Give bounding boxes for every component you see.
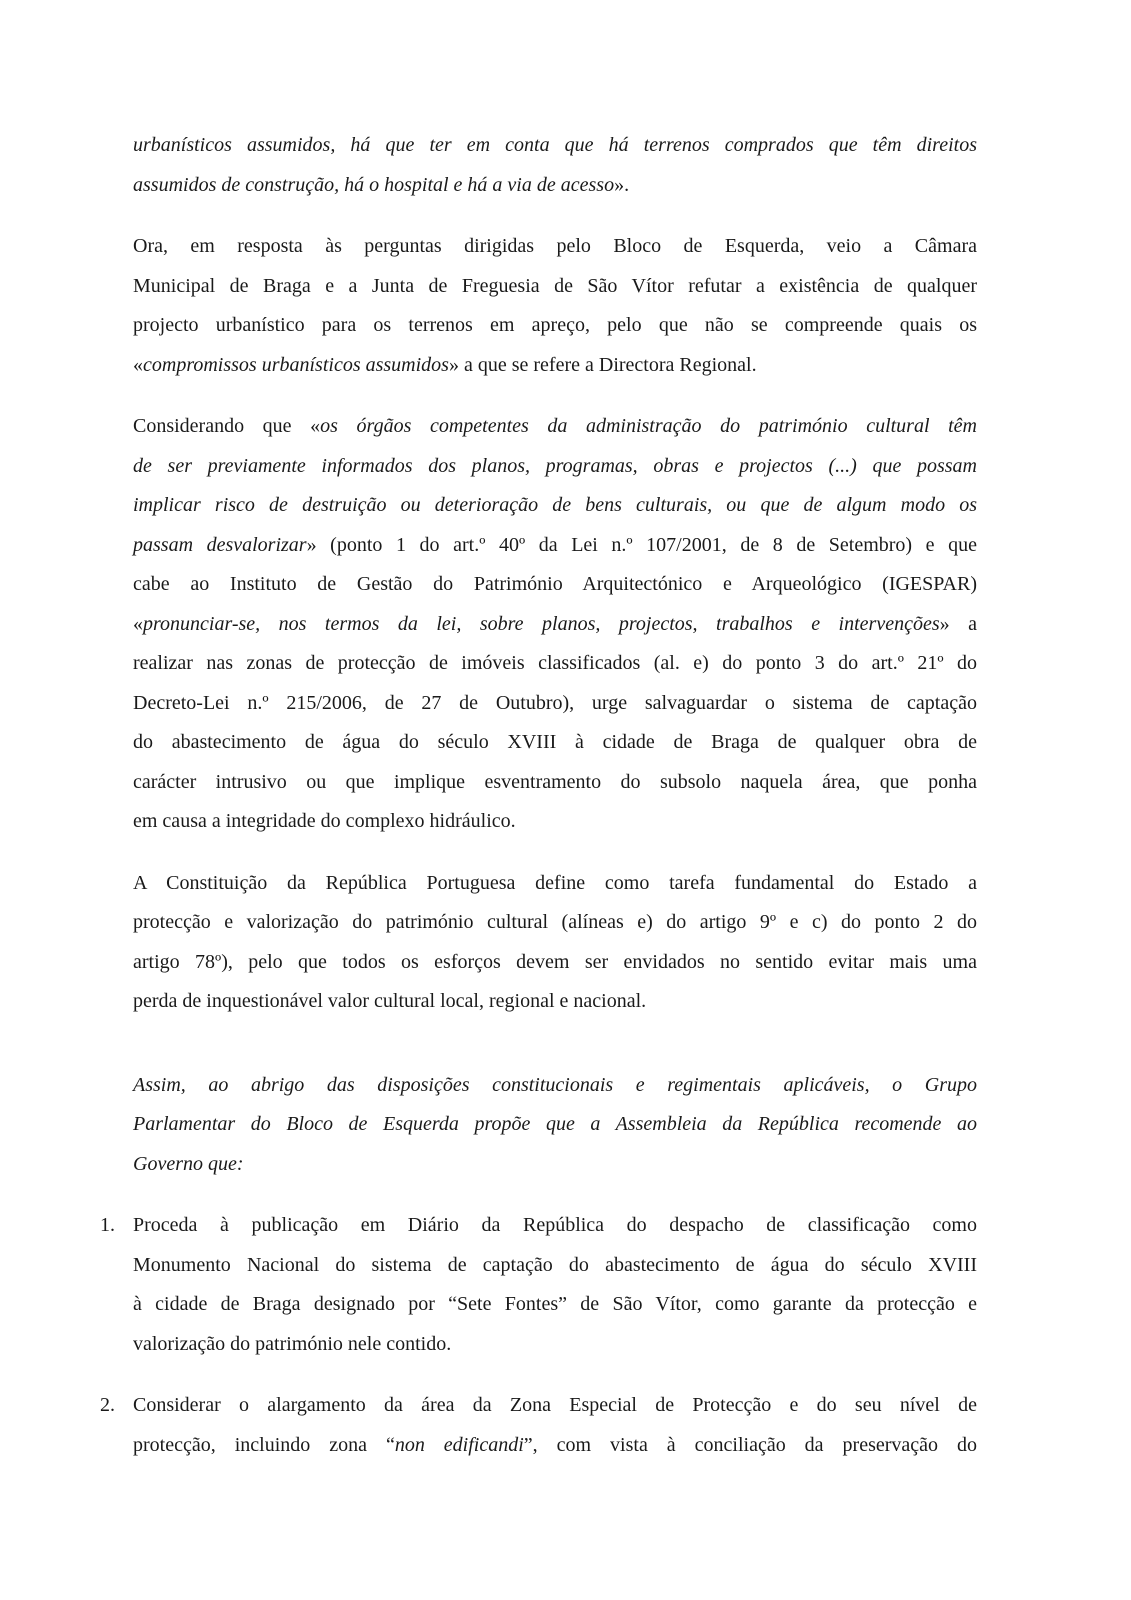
text-line [133, 407, 977, 447]
text: A Constituição da República Portuguesa define como tarefa fundamental do Estado a [133, 871, 977, 894]
text: » (ponto 1 do art.º 40º da Lei n.º 107/2001, de 8 de Setembro) e que [306, 533, 977, 556]
text-line [133, 447, 977, 487]
text: artigo 78º), pelo que todos os esforços devem ser envidados no sentido evitar mais uma [133, 950, 977, 973]
text: Monumento Nacional do sistema de captação do abastecimento de água do século XVIII [133, 1253, 977, 1276]
text: perda de inquestionável valor cultural local, regional e nacional. [133, 990, 647, 1012]
text-line [133, 227, 977, 267]
text: projecto urbanístico para os terrenos em apreço, pelo que não se compreende quais os [133, 314, 977, 336]
text-line [133, 1386, 977, 1426]
text-line [133, 1145, 977, 1185]
text: Proceda à publicação em Diário da República do despacho de classificação como [133, 1214, 977, 1236]
list-item [100, 1386, 977, 1465]
text: à cidade de Braga designado por “Sete Fontes” de São Vítor, como garante da protecção e [133, 1293, 977, 1315]
text-line [133, 267, 977, 307]
text-line [133, 1066, 977, 1106]
text-line [133, 605, 977, 645]
paragraph [133, 864, 977, 1022]
italic-text: pronunciar-se, nos termos da lei, sobre planos, projectos, trabalhos e intervenções [143, 612, 940, 635]
text-line [133, 166, 977, 206]
text-line [133, 346, 977, 386]
italic-text: compromissos urbanísticos assumidos [143, 353, 449, 376]
text-line [133, 903, 977, 943]
list-number: 2. [100, 1394, 115, 1416]
text-line [133, 1206, 977, 1246]
text-line [133, 1325, 977, 1365]
text: realizar nas zonas de protecção de imóveis classificados (al. e) do ponto 3 do art.º 21º do [133, 652, 977, 674]
text-line [133, 684, 977, 724]
paragraph [133, 126, 977, 205]
italic-text: Parlamentar do Bloco de Esquerda propõe que a Assembleia da República recomende ao [133, 1113, 977, 1135]
italic-text: os órgãos competentes da administração do património cultural têm [320, 415, 977, 437]
text: cabe ao Instituto de Gestão do Património Arquitectónico e Arqueológico (IGESPAR) [133, 573, 977, 595]
text-line [133, 306, 977, 346]
text: ”, com vista à conciliação da preservação do [523, 1433, 977, 1456]
text: carácter intrusivo ou que implique esventramento do subsolo naquela área, que ponha [133, 770, 977, 793]
text: do abastecimento de água do século XVIII à cidade de Braga de qualquer obra de [133, 731, 977, 753]
text-line [133, 565, 977, 605]
text: valorização do património nele contido. [133, 1332, 452, 1355]
text: em causa a integridade do complexo hidráulico. [133, 810, 516, 832]
text: Ora, em resposta às perguntas dirigidas pelo Bloco de Esquerda, veio a Câmara [133, 235, 977, 257]
paragraph [133, 1066, 977, 1185]
text-line [133, 1105, 977, 1145]
text: » a que se refere a Directora Regional. [448, 353, 757, 376]
text: Decreto-Lei n.º 215/2006, de 27 de Outubro), urge salvaguardar o sistema de captação [133, 691, 977, 714]
text-line [133, 982, 977, 1022]
italic-text: non edificandi [394, 1433, 524, 1456]
text-line [133, 802, 977, 842]
text-line [133, 943, 977, 983]
italic-text: Governo que: [133, 1152, 244, 1175]
text-line [133, 723, 977, 763]
text: « [133, 353, 143, 376]
text: protecção, incluindo zona “ [133, 1433, 395, 1456]
list-item [100, 1206, 977, 1364]
text-line [133, 1246, 977, 1286]
italic-text: urbanísticos assumidos, há que ter em conta que há terrenos comprados que têm direitos [133, 134, 977, 156]
text-line [133, 1285, 977, 1325]
paragraph [133, 407, 977, 842]
text-line [133, 1426, 977, 1466]
text-line [133, 526, 977, 566]
document-page [100, 126, 977, 1465]
italic-text: implicar risco de destruição ou deterioração de bens culturais, ou que de algum modo os [133, 494, 977, 516]
text: « [133, 612, 143, 635]
text-line [133, 126, 977, 166]
text: Considerar o alargamento da área da Zona Especial de Protecção e do seu nível de [133, 1394, 977, 1416]
text-line [133, 486, 977, 526]
text-line [133, 644, 977, 684]
text-line [133, 763, 977, 803]
text-line [133, 864, 977, 904]
italic-text: assumidos de construção, há o hospital e há a via de acesso [133, 173, 615, 196]
text: protecção e valorização do património cultural (alíneas e) do artigo 9º e c) do ponto 2 do [133, 911, 977, 933]
text: Considerando que « [133, 415, 321, 437]
list-number: 1. [100, 1214, 115, 1236]
text: » a [939, 612, 977, 635]
italic-text: de ser previamente informados dos planos, programas, obras e projectos (...) que possam [133, 454, 977, 477]
italic-text: Assim, ao abrigo das disposições constitucionais e regimentais aplicáveis, o Grupo [133, 1073, 977, 1096]
italic-text: passam desvalorizar [133, 533, 307, 556]
paragraph [133, 227, 977, 385]
text: ». [614, 173, 630, 196]
text: Municipal de Braga e a Junta de Freguesia de São Vítor refutar a existência de qualquer [133, 274, 977, 297]
